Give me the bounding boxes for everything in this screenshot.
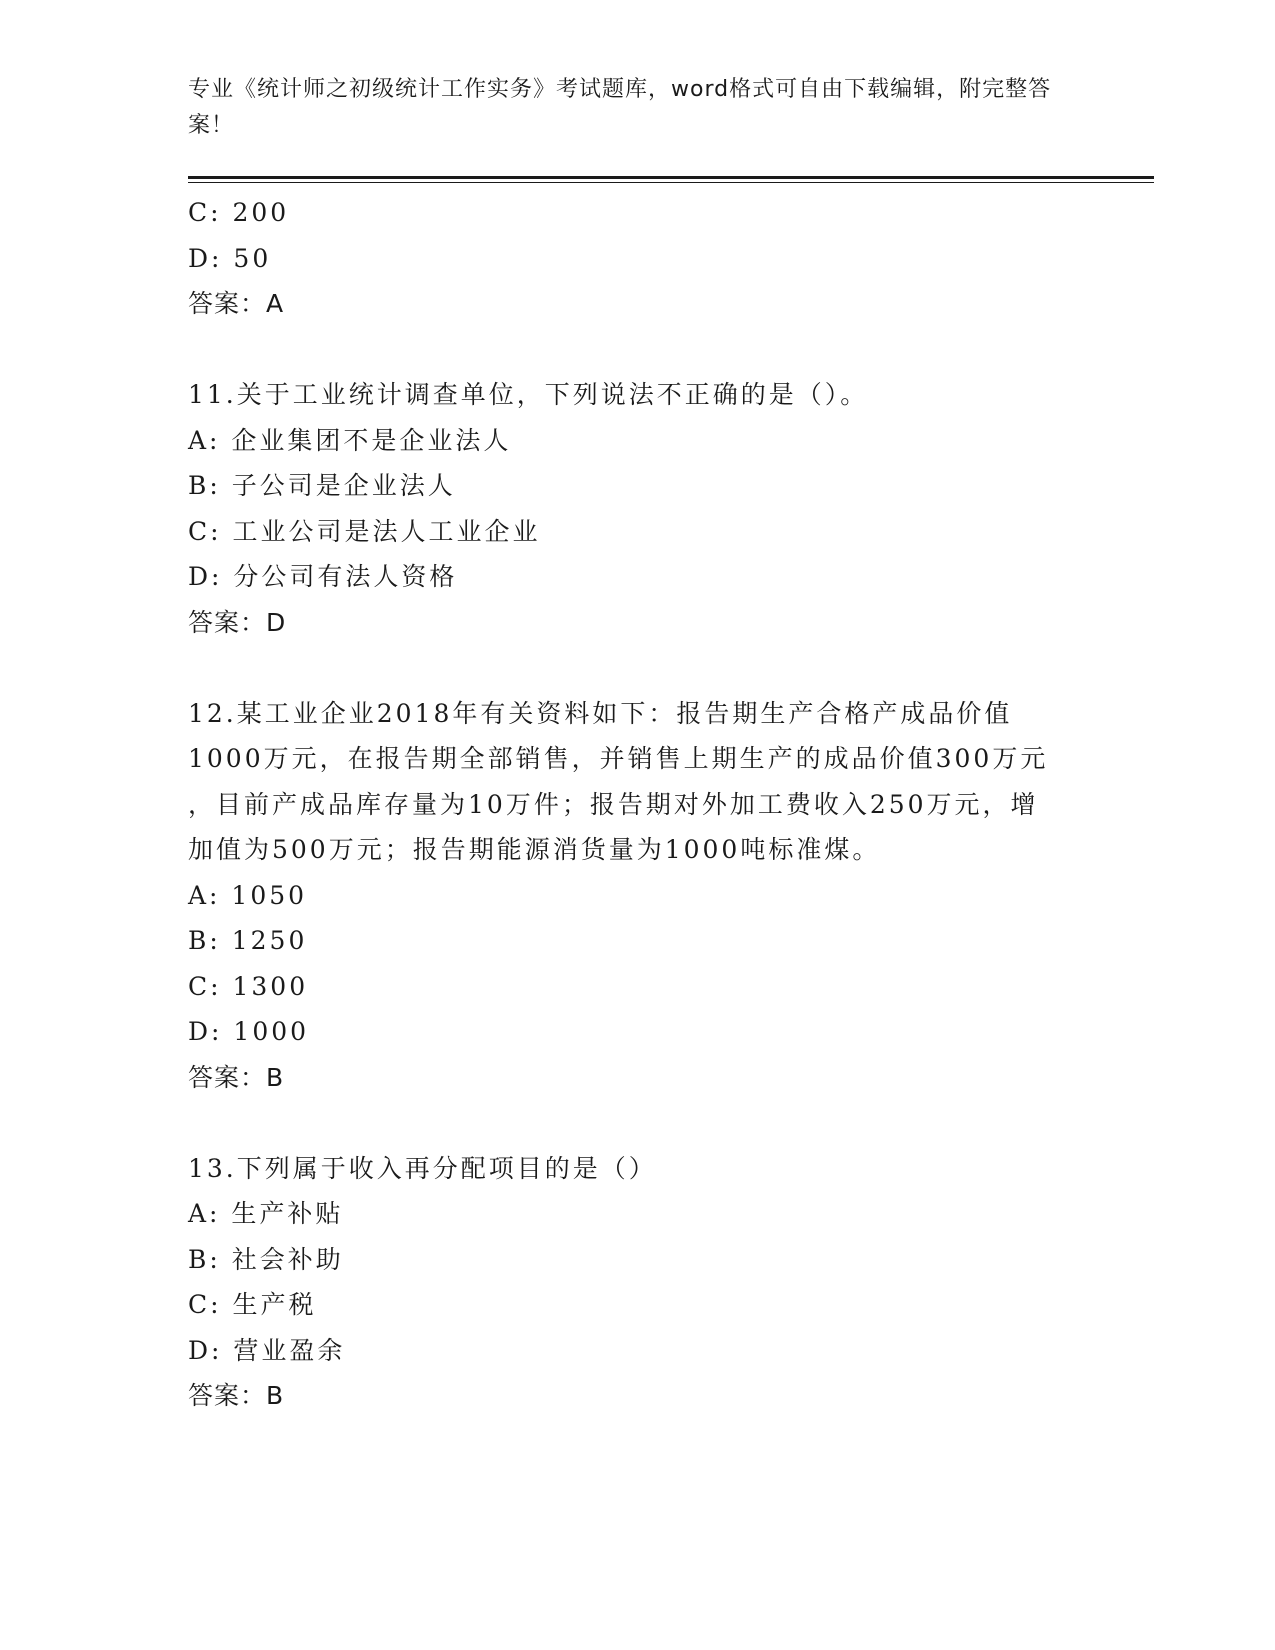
question-stem-line-2: 1000万元，在报告期全部销售，并销售上期生产的成品价值300万元 [188,744,1049,773]
option-c: C: 工业公司是法人工业企业 [188,516,541,546]
option-d: D: 50 [188,243,272,273]
question-stem-line-3: ，目前产成品库存量为10万件；报告期对外加工费收入250万元，增 [188,789,1039,819]
spacer [188,645,1088,691]
header-rule-thick [188,176,1154,179]
header-title: 专业《统计师之初级统计工作实务》考试题库，word格式可自由下载编辑，附完整答案！ [188,77,1052,138]
document-header [188,72,1068,144]
option-c: C: 生产税 [188,1290,317,1319]
question-stem: 13.下列属于收入再分配项目的是（） [188,1153,657,1183]
answer-line: 答案：B [188,1381,285,1410]
option-b: B: 社会补助 [188,1244,344,1274]
answer-line: 答案：A [188,289,285,318]
option-c: C: 200 [188,198,290,227]
option-a: A: 1050 [188,880,308,910]
option-d: D: 1000 [188,1017,310,1046]
option-d: D: 分公司有法人资格 [188,562,458,591]
question-content [188,190,1088,1419]
question-13 [188,1146,1088,1419]
answer-line: 答案：D [188,607,287,637]
prev-question-block [188,190,1088,327]
spacer [188,327,1088,373]
spacer [188,1100,1088,1146]
question-stem-line-1: 12.某工业企业2018年有关资料如下：报告期生产合格产成品价值 [188,698,1013,728]
question-stem: 11.关于工业统计调查单位，下列说法不正确的是（）。 [188,380,869,409]
option-c: C: 1300 [188,971,309,1001]
answer-line: 答案：B [188,1062,285,1092]
option-b: B: 1250 [188,926,308,955]
option-a: A: 企业集团不是企业法人 [188,425,512,455]
option-a: A: 生产补贴 [188,1199,344,1228]
option-d: D: 营业盈余 [188,1335,346,1365]
question-12 [188,691,1088,1101]
question-11 [188,372,1088,645]
question-stem-line-4: 加值为500万元；报告期能源消货量为1000吨标准煤。 [188,835,881,864]
option-b: B: 子公司是企业法人 [188,471,456,500]
header-rule-thin [188,182,1154,183]
